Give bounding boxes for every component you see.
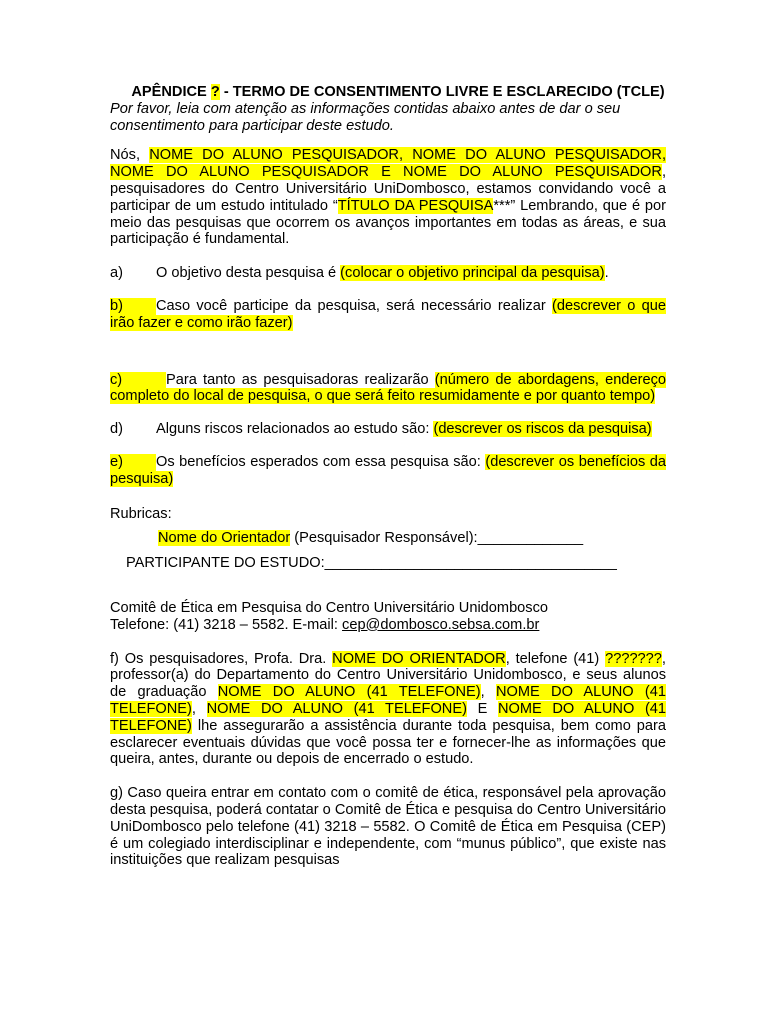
orientador-name: Nome do Orientador — [158, 530, 291, 547]
para-f-text: , — [191, 700, 207, 717]
para-f-text: f) Os pesquisadores, Profa. Dra. — [110, 650, 333, 667]
document-page — [110, 84, 666, 886]
comite-name: Comitê de Ética em Pesquisa do Centro Universitário Unidombosco — [110, 599, 549, 616]
para-f-text: , professor(a) do Departamento do Centro Universitário Unidombosco, e seus alunos de graduação — [110, 650, 666, 701]
item-placeholder: (descrever o que irão fazer e como irão fazer) — [110, 297, 667, 331]
para-f-text: , telefone (41) — [505, 650, 606, 667]
item-text: Para tanto as pesquisadoras realizarão — [166, 371, 435, 388]
orientador-line-text: (Pesquisador Responsável):_____________ — [290, 530, 584, 547]
comite-phone: Telefone: (41) 3218 – 5582. E-mail: — [110, 616, 343, 633]
para-f-text: E — [466, 700, 498, 717]
opening-text-3: ***” Lembrando, que é por meio das pesquisas que ocorrem os avanços importantes em todas as áreas, e sua participação é fundamental. — [110, 197, 666, 248]
appendix-number: ? — [210, 84, 220, 100]
item-text: Os benefícios esperados com essa pesquisa são: — [156, 453, 486, 470]
item-placeholder: (número de abordagens, endereço completo do local de pesquisa, o que será feito resumidamente e por quanto tempo) — [110, 371, 666, 405]
opening-text-2: , pesquisadores do Centro Universitário UniDombosco, estamos convidando você a participar de um estudo intitulado “ — [110, 164, 666, 214]
student-placeholder: NOME DO ALUNO (41 TELEFONE) — [110, 700, 667, 734]
item-after: . — [604, 265, 609, 282]
item-placeholder: (colocar o objetivo principal da pesquisa) — [340, 265, 605, 282]
opening-text-1: Nós, — [110, 147, 150, 164]
item-label: c) — [110, 372, 166, 389]
rubricas-label: Rubricas: — [110, 505, 172, 522]
para-f-text: lhe assegurarão a assistência durante toda pesquisa, bem como para esclarecer eventuais dúvidas que você possa ter e fornecer-lhe as informações que queira, antes, durante ou depois de encerrado o estudo. — [110, 717, 666, 768]
orientador-signature-line — [158, 530, 666, 547]
participante-signature-line: PARTICIPANTE DO ESTUDO:____________________________________ — [126, 555, 617, 572]
document-title — [110, 84, 666, 101]
item-d — [110, 421, 666, 438]
item-a — [110, 265, 666, 282]
item-label: d) — [110, 421, 123, 438]
paragraph-f — [110, 651, 666, 769]
researcher-names: NOME DO ALUNO PESQUISADOR, NOME DO ALUNO PESQUISADOR, NOME DO ALUNO PESQUISADOR E NOME DO ALUNO PESQUISADOR — [110, 147, 667, 181]
title-suffix: - TERMO DE CONSENTIMENTO LIVRE E ESCLARECIDO (TCLE) — [219, 84, 665, 100]
item-text: Alguns riscos relacionados ao estudo são: — [156, 421, 434, 438]
item-label: e) — [110, 454, 156, 471]
item-b — [110, 298, 666, 332]
student-placeholder: NOME DO ALUNO (41 TELEFONE) — [110, 684, 667, 717]
para-f-text: , — [480, 684, 496, 701]
item-label: b) — [110, 298, 156, 315]
item-text: O objetivo desta pesquisa é — [156, 265, 341, 282]
intro-text: Por favor, leia com atenção as informações contidas abaixo antes de dar o seu consentimento para participar deste estudo. — [110, 100, 621, 134]
item-c — [110, 372, 666, 406]
item-placeholder: (descrever os riscos da pesquisa) — [433, 421, 652, 438]
student-placeholder: NOME DO ALUNO (41 TELEFONE) — [217, 684, 481, 701]
paragraph-g: g) Caso queira entrar em contato com o comitê de ética, responsável pela aprovação desta pesquisa, poderá contatar o Comitê de Ética e pesquisa do Centro Universitário UniDombosco pelo telefone (41) 3218 – 5582. O Comitê de Ética em Pesquisa (CEP) é um colegiado interdisciplinar e independente, com “munus público”, que existe nas instituições que realizam pesquisas — [110, 785, 666, 869]
comite-contact — [110, 600, 666, 634]
title-prefix: APÊNDICE — [131, 84, 211, 100]
opening-paragraph — [110, 147, 666, 248]
comite-email-link[interactable]: cep@dombosco.sebsa.com.br — [342, 616, 540, 633]
orientador-placeholder: NOME DO ORIENTADOR — [332, 650, 506, 667]
student-placeholder: NOME DO ALUNO (41 TELEFONE) — [206, 700, 467, 717]
item-e — [110, 454, 666, 488]
phone-placeholder: ??????? — [605, 650, 662, 667]
item-placeholder: (descrever os benefícios da pesquisa) — [110, 453, 666, 487]
study-title: TÍTULO DA PESQUISA — [337, 197, 494, 214]
item-text: Caso você participe da pesquisa, será necessário realizar — [156, 297, 552, 314]
item-label: a) — [110, 265, 123, 282]
